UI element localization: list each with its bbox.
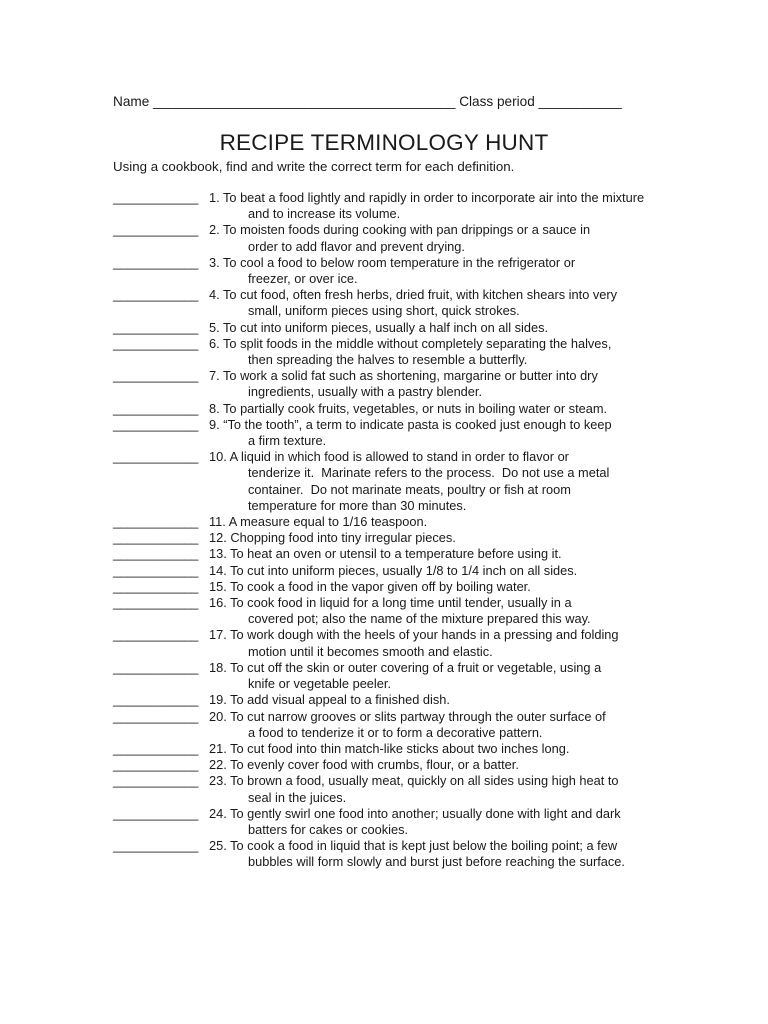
answer-blank[interactable]: ____________ bbox=[113, 595, 199, 611]
answer-blank[interactable]: ____________ bbox=[113, 416, 199, 432]
definition-item bbox=[113, 806, 713, 838]
definition-line: 15. To cook a food in the vapor given off by boiling water. bbox=[209, 578, 531, 594]
instructions: Using a cookbook, find and write the correct term for each definition. bbox=[113, 159, 515, 174]
definition-item bbox=[113, 741, 713, 757]
definition-text bbox=[205, 417, 713, 449]
definition-line: 13. To heat an oven or utensil to a temperature before using it. bbox=[209, 546, 562, 562]
definition-text bbox=[205, 660, 713, 692]
definition-item bbox=[113, 530, 713, 546]
definition-item bbox=[113, 255, 713, 287]
definition-item bbox=[113, 757, 713, 773]
definition-line: 6. To split foods in the middle without completely separating the halves, bbox=[209, 335, 612, 351]
definition-text bbox=[205, 627, 713, 659]
definition-line: 23. To brown a food, usually meat, quickly on all sides using high heat to bbox=[209, 773, 619, 789]
definition-line: 18. To cut off the skin or outer covering of a fruit or vegetable, using a bbox=[209, 659, 602, 675]
definition-continuation-line: knife or vegetable peeler. bbox=[248, 676, 391, 692]
answer-blank[interactable]: ____________ bbox=[113, 400, 199, 416]
answer-blank[interactable]: ____________ bbox=[113, 222, 199, 238]
definition-item bbox=[113, 320, 713, 336]
definition-line: 3. To cool a food to below room temperature in the refrigerator or bbox=[209, 254, 576, 270]
answer-blank[interactable]: ____________ bbox=[113, 627, 199, 643]
definition-item bbox=[113, 449, 713, 514]
definition-item bbox=[113, 222, 713, 254]
definition-item bbox=[113, 514, 713, 530]
definition-text bbox=[205, 368, 713, 400]
definition-item bbox=[113, 579, 713, 595]
definition-item bbox=[113, 660, 713, 692]
page-title: RECIPE TERMINOLOGY HUNT bbox=[219, 130, 549, 155]
definition-text bbox=[205, 287, 713, 319]
definition-text bbox=[205, 222, 713, 254]
name-class-period-line: Name ________________________________________ Class period ___________ bbox=[113, 94, 622, 109]
definition-line: 25. To cook a food in liquid that is kept just below the boiling point; a few bbox=[209, 838, 618, 854]
definition-text bbox=[205, 806, 713, 838]
definition-item bbox=[113, 401, 713, 417]
definition-continuation-line: motion until it becomes smooth and elastic. bbox=[248, 643, 493, 659]
definition-text bbox=[205, 563, 713, 579]
answer-blank[interactable]: ____________ bbox=[113, 254, 199, 270]
definition-text bbox=[205, 838, 713, 870]
definition-text bbox=[205, 709, 713, 741]
definition-text bbox=[205, 773, 713, 805]
definition-continuation-line: bubbles will form slowly and burst just before reaching the surface. bbox=[248, 854, 625, 870]
definition-text bbox=[205, 579, 713, 595]
definition-continuation-line: order to add flavor and prevent drying. bbox=[248, 238, 465, 254]
definition-item bbox=[113, 287, 713, 319]
answer-blank[interactable]: ____________ bbox=[113, 514, 199, 530]
definition-line: 14. To cut into uniform pieces, usually 1/8 to 1/4 inch on all sides. bbox=[209, 562, 578, 578]
definition-text bbox=[205, 255, 713, 287]
definition-text bbox=[205, 449, 713, 514]
definition-text bbox=[205, 514, 713, 530]
answer-blank[interactable]: ____________ bbox=[113, 659, 199, 675]
definition-text bbox=[205, 692, 713, 708]
definition-text bbox=[205, 530, 713, 546]
definition-item bbox=[113, 563, 713, 579]
definition-continuation-line: seal in the juices. bbox=[248, 789, 347, 805]
definition-text bbox=[205, 757, 713, 773]
definition-line: 16. To cook food in liquid for a long time until tender, usually in a bbox=[209, 595, 572, 611]
definition-item bbox=[113, 417, 713, 449]
answer-blank[interactable]: ____________ bbox=[113, 838, 199, 854]
definition-item bbox=[113, 368, 713, 400]
answer-blank[interactable]: ____________ bbox=[113, 190, 199, 205]
definition-continuation-line: temperature for more than 30 minutes. bbox=[248, 497, 467, 513]
definition-text bbox=[205, 320, 713, 336]
definition-line: 4. To cut food, often fresh herbs, dried fruit, with kitchen shears into very bbox=[209, 287, 618, 303]
definition-item bbox=[113, 692, 713, 708]
answer-blank[interactable]: ____________ bbox=[113, 287, 199, 303]
answer-blank[interactable]: ____________ bbox=[113, 773, 199, 789]
definition-text bbox=[205, 190, 713, 222]
definition-line: 1. To beat a food lightly and rapidly in order to incorporate air into the mixture bbox=[209, 190, 645, 205]
definition-line: 19. To add visual appeal to a finished dish. bbox=[209, 692, 450, 708]
definition-continuation-line: and to increase its volume. bbox=[248, 206, 401, 222]
answer-blank[interactable]: ____________ bbox=[113, 805, 199, 821]
definition-line: 9. “To the tooth”, a term to indicate pasta is cooked just enough to keep bbox=[209, 416, 612, 432]
definition-continuation-line: freezer, or over ice. bbox=[248, 271, 358, 287]
definition-list bbox=[113, 190, 713, 871]
answer-blank[interactable]: ____________ bbox=[113, 335, 199, 351]
definition-line: 12. Chopping food into tiny irregular pieces. bbox=[209, 530, 456, 546]
definition-line: 11. A measure equal to 1/16 teaspoon. bbox=[209, 514, 428, 530]
definition-continuation-line: a firm texture. bbox=[248, 433, 327, 449]
definition-line: 10. A liquid in which food is allowed to stand in order to flavor or bbox=[209, 449, 569, 465]
definition-text bbox=[205, 595, 713, 627]
definition-line: 21. To cut food into thin match-like sticks about two inches long. bbox=[209, 740, 570, 756]
definition-line: 17. To work dough with the heels of your hands in a pressing and folding bbox=[209, 627, 619, 643]
definition-text bbox=[205, 546, 713, 562]
answer-blank[interactable]: ____________ bbox=[113, 578, 199, 594]
answer-blank[interactable]: ____________ bbox=[113, 757, 199, 773]
answer-blank[interactable]: ____________ bbox=[113, 708, 199, 724]
definition-continuation-line: container. Do not marinate meats, poultry or fish at room bbox=[248, 481, 571, 497]
answer-blank[interactable]: ____________ bbox=[113, 530, 199, 546]
answer-blank[interactable]: ____________ bbox=[113, 449, 199, 465]
answer-blank[interactable]: ____________ bbox=[113, 562, 199, 578]
definition-item bbox=[113, 595, 713, 627]
definition-line: 22. To evenly cover food with crumbs, flour, or a batter. bbox=[209, 757, 519, 773]
definition-continuation-line: batters for cakes or cookies. bbox=[248, 821, 409, 837]
definition-line: 7. To work a solid fat such as shortening, margarine or butter into dry bbox=[209, 368, 598, 384]
answer-blank[interactable]: ____________ bbox=[113, 740, 199, 756]
definition-item bbox=[113, 190, 713, 222]
definition-line: 20. To cut narrow grooves or slits partway through the outer surface of bbox=[209, 708, 606, 724]
definition-item bbox=[113, 838, 713, 870]
answer-blank[interactable]: ____________ bbox=[113, 319, 199, 335]
definition-item bbox=[113, 627, 713, 659]
definition-item bbox=[113, 546, 713, 562]
definition-line: 8. To partially cook fruits, vegetables, or nuts in boiling water or steam. bbox=[209, 400, 608, 416]
definition-item bbox=[113, 773, 713, 805]
definition-line: 2. To moisten foods during cooking with pan drippings or a sauce in bbox=[209, 222, 591, 238]
definition-text bbox=[205, 336, 713, 368]
answer-blank[interactable]: ____________ bbox=[113, 692, 199, 708]
definition-line: 5. To cut into uniform pieces, usually a half inch on all sides. bbox=[209, 319, 549, 335]
definition-continuation-line: ingredients, usually with a pastry blender. bbox=[248, 384, 483, 400]
definition-text bbox=[205, 741, 713, 757]
definition-item bbox=[113, 336, 713, 368]
definition-continuation-line: small, uniform pieces using short, quick strokes. bbox=[248, 303, 520, 319]
definition-continuation-line: tenderize it. Marinate refers to the process. Do not use a metal bbox=[248, 465, 610, 481]
definition-continuation-line: then spreading the halves to resemble a butterfly. bbox=[248, 352, 528, 368]
definition-continuation-line: covered pot; also the name of the mixture prepared this way. bbox=[248, 611, 591, 627]
definition-continuation-line: a food to tenderize it or to form a decorative pattern. bbox=[248, 724, 543, 740]
answer-blank[interactable]: ____________ bbox=[113, 546, 199, 562]
definition-item bbox=[113, 709, 713, 741]
answer-blank[interactable]: ____________ bbox=[113, 368, 199, 384]
definition-text bbox=[205, 401, 713, 417]
definition-line: 24. To gently swirl one food into another; usually done with light and dark bbox=[209, 805, 621, 821]
